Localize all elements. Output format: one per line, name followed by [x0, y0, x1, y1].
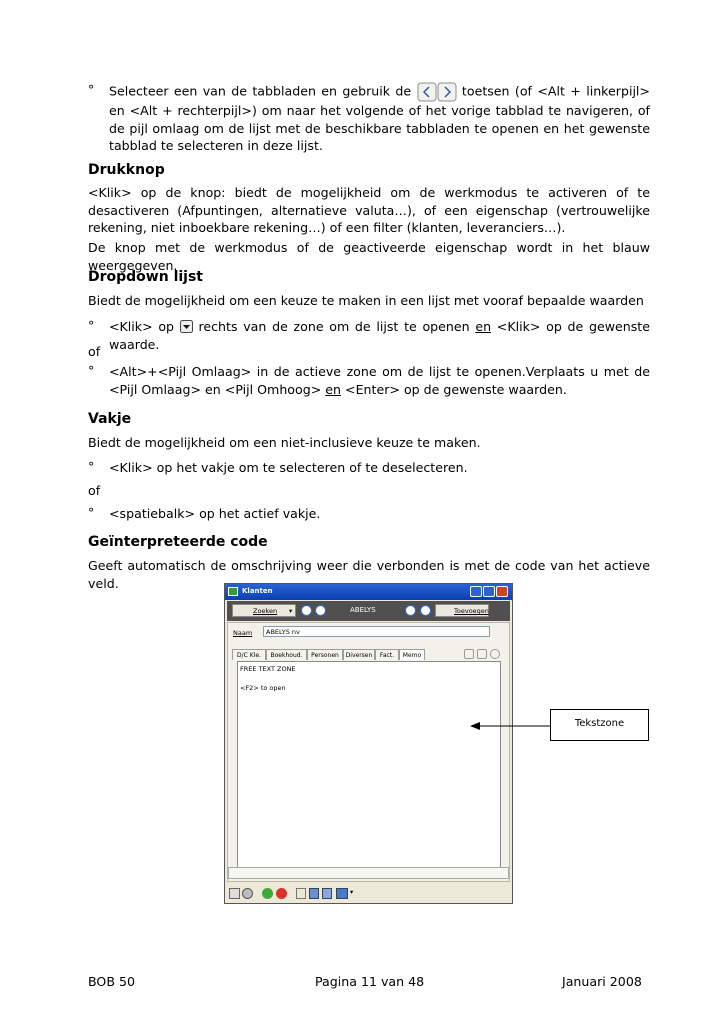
- print-icon[interactable]: [336, 888, 348, 899]
- refresh-icon[interactable]: [242, 888, 253, 899]
- search-dropdown[interactable]: [232, 604, 296, 617]
- info-icon[interactable]: [301, 605, 312, 616]
- tab-prev-icon[interactable]: [464, 649, 474, 659]
- code-p1: Geeft automatisch de omschrijving weer die verbonden is met de code van het actieve veld.: [88, 558, 650, 591]
- drukknop-p2: De knop met de werkmodus of de geactiveerde eigenschap wordt in het blauw weergegeven.: [88, 240, 650, 273]
- add-button[interactable]: [435, 604, 489, 617]
- bullet-marker: °: [88, 363, 95, 378]
- heading-dropdown: Dropdown lijst: [88, 269, 204, 285]
- tab-memo[interactable]: Memo: [399, 649, 425, 660]
- dropdown-b1-en: en: [475, 319, 492, 334]
- bullet-marker: °: [88, 82, 95, 97]
- dropdown-b2-post: <Enter> op de gewenste waarden.: [345, 381, 567, 397]
- dropdown-b2-pre: <Alt>+<Pijl Omlaag> in de actieve zone om de lijst te openen.Verplaats u met de <Pijl Omlaag> en <Pijl Omhoog>: [109, 364, 650, 397]
- drukknop-p1: <Klik> op de knop: biedt de mogelijkheid om de werkmodus te activeren of te desactiveren (Afpuntingen, alternatieve valuta…), of een eigenschap (vertrouwelijke rekening, niet inboekbare rekening…) of een filter (klanten, leveranciers…).: [88, 185, 650, 236]
- attach-icon[interactable]: [296, 888, 306, 899]
- bottom-toolbar: [227, 887, 357, 901]
- close-icon[interactable]: [496, 586, 508, 597]
- memo-text-zone[interactable]: [237, 661, 501, 879]
- footer-right: Januari 2008: [562, 974, 642, 989]
- save-icon[interactable]: [229, 888, 240, 899]
- ok-icon[interactable]: [262, 888, 273, 899]
- tab-dc-kle[interactable]: D/C Kle.: [232, 649, 266, 660]
- window-title: Klanten: [242, 587, 273, 595]
- dropdown-of: of: [88, 344, 101, 359]
- window-toolbar: [227, 601, 510, 621]
- tab-nav-buttons: [417, 82, 457, 102]
- tab-list-icon[interactable]: [490, 649, 500, 659]
- vakje-of: of: [88, 483, 101, 498]
- dropdown-arrow-icon: [180, 319, 193, 337]
- maximize-icon[interactable]: [483, 586, 495, 597]
- search-label: Zoeken: [253, 607, 278, 615]
- chevron-down-icon[interactable]: ▾: [350, 888, 354, 896]
- status-field: [228, 867, 509, 879]
- nav-icon[interactable]: [315, 605, 326, 616]
- klanten-window: [224, 583, 513, 904]
- name-input[interactable]: [263, 626, 490, 637]
- dropdown-b1-mid: rechts van de zone om de lijst te openen: [198, 319, 470, 334]
- dropdown-b2-en: en: [325, 381, 342, 397]
- dropdown-b1-post: <Klik> op de gewenste waarde.: [109, 319, 650, 353]
- app-icon: [228, 587, 238, 596]
- tab-boekhoud[interactable]: Boekhoud.: [266, 649, 307, 660]
- bullet-marker: °: [88, 459, 95, 474]
- tab-next-icon[interactable]: [477, 649, 487, 659]
- next-icon[interactable]: [420, 605, 431, 616]
- chevron-down-icon: ▾: [289, 607, 293, 615]
- callout-label: Tekstzone: [574, 718, 625, 729]
- bullet-marker: °: [88, 318, 95, 333]
- footer-left: BOB 50: [88, 974, 135, 989]
- company-name: ABELYS: [350, 606, 376, 614]
- callout-arrow: [470, 718, 555, 734]
- vakje-p1: Biedt de mogelijkheid om een niet-inclusieve keuze te maken.: [88, 435, 481, 450]
- dropdown-p1: Biedt de mogelijkheid om een keuze te maken in een lijst met vooraf bepaalde waarden: [88, 293, 644, 308]
- heading-drukknop: Drukknop: [88, 162, 165, 178]
- add-label: Toevoegen: [454, 607, 489, 615]
- footer-center: Pagina 11 van 48: [315, 974, 425, 989]
- dropdown-b1-pre: <Klik> op: [109, 319, 175, 334]
- vakje-bullet-2: <spatiebalk> op het actief vakje.: [109, 506, 321, 521]
- intro-text-part2: toetsen (of <Alt + linkerpijl> en <Alt + rechterpijl>) om naar het volgende of het vorige tabblad te navigeren, of de pijl omlaag om de lijst met de beschikbare tabbladen te openen en het gewenste tabblad te selecteren in deze lijst.: [109, 83, 650, 154]
- memo-line-2: <F2> to open: [240, 684, 286, 692]
- minimize-icon[interactable]: [470, 586, 482, 597]
- prev-icon[interactable]: [405, 605, 416, 616]
- copy-icon[interactable]: [322, 888, 332, 899]
- document-icon[interactable]: [309, 888, 319, 899]
- cancel-icon[interactable]: [276, 888, 287, 899]
- heading-vakje: Vakje: [88, 411, 132, 427]
- callout-box: [550, 709, 649, 741]
- heading-code: Geïnterpreteerde code: [88, 534, 268, 550]
- memo-line-1: FREE TEXT ZONE: [240, 665, 296, 673]
- intro-bullet-text: [109, 82, 650, 155]
- name-value: ABELYS nv: [266, 628, 300, 636]
- tab-personen[interactable]: Personen: [307, 649, 343, 660]
- dropdown-bullet-2: [109, 363, 650, 398]
- window-titlebar: [225, 584, 512, 600]
- intro-text-part1: Selecteer een van de tabbladen en gebruik de: [109, 83, 412, 99]
- vakje-bullet-1: <Klik> op het vakje om te selecteren of te deselecteren.: [109, 460, 468, 475]
- tab-diversen[interactable]: Diversen: [343, 649, 375, 660]
- name-label: Naam: [233, 629, 253, 637]
- form-panel: [227, 622, 510, 882]
- tab-fact[interactable]: Fact.: [375, 649, 399, 660]
- bullet-marker: °: [88, 505, 95, 520]
